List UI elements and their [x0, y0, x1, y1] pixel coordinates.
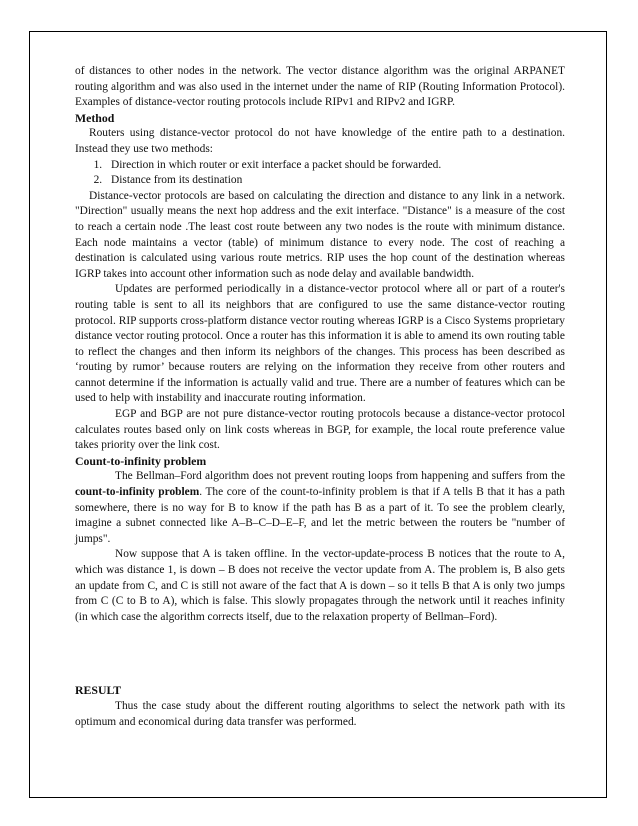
cti-bold-term: count-to-infinity problem: [75, 486, 200, 499]
method-heading: Method: [75, 110, 115, 125]
section-spacer: [75, 625, 565, 683]
result-paragraph: Thus the case study about the different routing algorithms to select the network path with its optimum and economical during data transfer was performed.: [75, 699, 565, 728]
count-to-infinity-paragraph-1: [75, 469, 565, 547]
method-paragraph-2: Distance-vector protocols are based on calculating the direction and distance to any link in a network. "Direction" usually means the next hop address and the exit interface. "Distance" is a measure of the cost to reach a certain node .The least cost route between any two nodes is the route with minimum distance. Each node maintains a vector (table) of minimum distance to every node. The cost of reaching a destination is calculated using various route metrics. RIP uses the hop count of the destination whereas IGRP takes into account other information such as node delay and available bandwidth.: [75, 189, 565, 280]
method-paragraph-4: EGP and BGP are not pure distance-vector routing protocols because a distance-vector protocol calculates routes based only on link costs whereas in BGP, for example, the local route preference value takes priority over the link cost.: [75, 408, 565, 452]
method-paragraph-3: Updates are performed periodically in a distance-vector protocol where all or part of a router's routing table is sent to all its neighbors that are configured to use the same distance-vector routing protocol. RIP supports cross-platform distance vector routing whereas IGRP is a Cisco Systems proprietary distance vector routing protocol. Once a router has this information it is able to amend its own routing table to reflect the changes and then inform its neighbors of the changes. This process has been described as ‘routing by rumor’ because routers are relying on the information they receive from other routers and cannot determine if the information is actually valid and true. There are a number of features which can be used to help with instability and inaccurate routing information.: [75, 283, 565, 405]
method-list: [75, 158, 565, 189]
result-heading: RESULT: [75, 683, 122, 698]
method-paragraph-1: Routers using distance-vector protocol do not have knowledge of the entire path to a destination. Instead they use two methods:: [75, 127, 565, 155]
cti-text-a: The Bellman–Ford algorithm does not prevent routing loops from happening and suffers from the: [115, 470, 565, 483]
document-body: [75, 64, 565, 730]
count-to-infinity-heading: Count-to-infinity problem: [75, 453, 207, 468]
method-list-item: 2. Distance from its destination: [105, 173, 565, 189]
count-to-infinity-paragraph-2: Now suppose that A is taken offline. In the vector-update-process B notices that the route to A, which was distance 1, is down – B does not receive the vector update from A. The problem is, B also gets an update from C, and C is still not aware of the fact that A is down – so it tells B that A is only two jumps from C (C to B to A), which is false. This slowly propagates through the network until it reaches infinity (in which case the algorithm corrects itself, due to the relaxation property of Bellman–Ford).: [75, 548, 565, 623]
cti-text-b: . The core of the count-to-infinity problem is that if A tells B that it has a path somewhere, there is no way for B to know if the path has B as a part of it. To see the problem clearly, imagine a subnet connected like A–B–C–D–E–F, and let the metric between the routers be "number of jumps".: [75, 486, 565, 545]
intro-paragraph: of distances to other nodes in the network. The vector distance algorithm was the original ARPANET routing algorithm and was also used in the internet under the name of RIP (Routing Information Protocol). Examples of distance-vector routing protocols include RIPv1 and RIPv2 and IGRP.: [75, 65, 565, 109]
method-list-item: 1. Direction in which router or exit interface a packet should be forwarded.: [105, 158, 565, 174]
